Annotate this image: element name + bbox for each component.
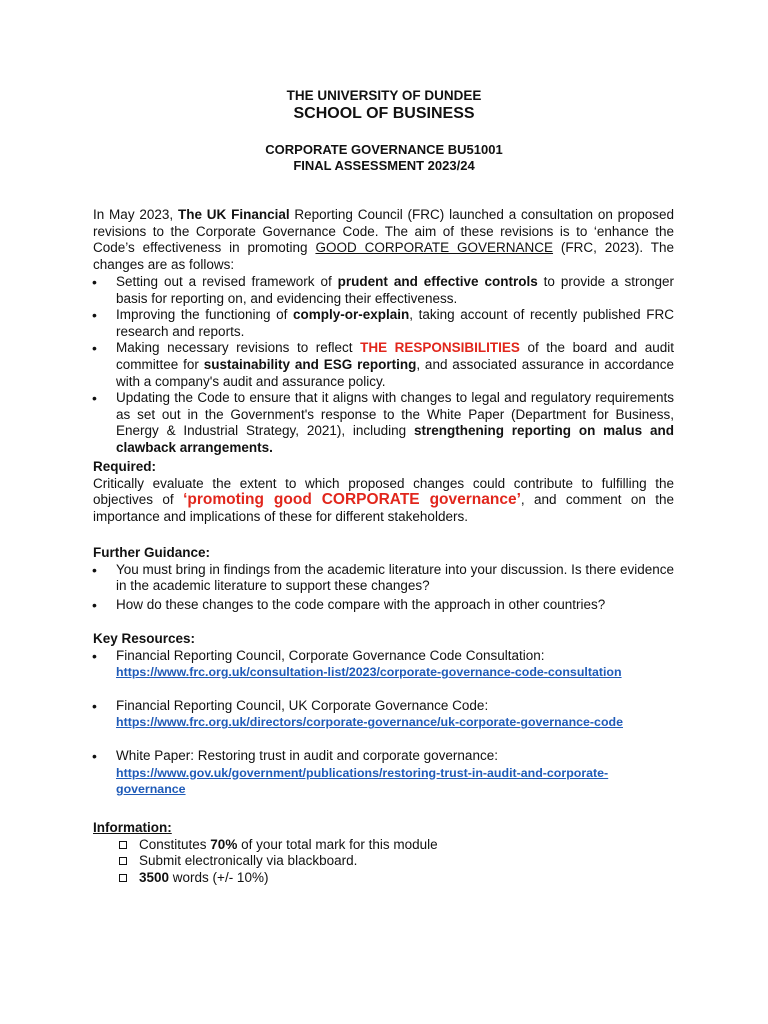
resource-item: • White Paper: Restoring trust in audit and corporate governance: https://www.gov.uk/government/publications/restoring-trust-in-audit-and-corporate-governance: [93, 748, 674, 798]
required-section: [93, 459, 674, 525]
square-bullet-icon: [119, 857, 127, 865]
required-heading: Required:: [93, 459, 157, 474]
resource-item: • Financial Reporting Council, UK Corporate Governance Code: https://www.frc.org.uk/directors/corporate-governance/uk-corporate-governance-code: [93, 698, 674, 731]
guidance-item: • How do these changes to the code compare with the approach in other countries?: [93, 597, 674, 614]
intro-paragraph: [93, 207, 674, 273]
required-text: Critically evaluate the extent to which proposed changes could contribute to fulfilling the objectives of ‘promoting good CORPORATE governance’, and comment on the importance and implications of these for different stakeholders.: [93, 475, 675, 524]
resources-section: [93, 631, 674, 798]
university-name: THE UNIVERSITY OF DUNDEE: [286, 88, 482, 103]
information-section: [93, 820, 674, 886]
square-bullet-icon: [119, 874, 127, 882]
module-title: CORPORATE GOVERNANCE BU51001: [265, 142, 503, 157]
square-bullet-icon: [119, 841, 127, 849]
school-name: SCHOOL OF BUSINESS: [293, 105, 475, 122]
change-item: • Setting out a revised framework of prudent and effective controls to provide a stronger basis for reporting on, and evidencing their effectiveness.: [93, 274, 674, 307]
intro-underline: GOOD CORPORATE GOVERNANCE: [315, 240, 554, 256]
guidance-item: • You must bring in findings from the academic literature into your discussion. Is there evidence in the academic literature to support these changes?: [93, 562, 674, 595]
resource-link[interactable]: https://www.frc.org.uk/directors/corporate-governance/uk-corporate-governance-code: [116, 715, 623, 730]
resource-item: • Financial Reporting Council, Corporate Governance Code Consultation: https://www.frc.org.uk/consultation-list/2023/corporate-governance-code-consultation: [93, 648, 674, 681]
assessment-title: FINAL ASSESSMENT 2023/24: [293, 158, 475, 173]
guidance-heading: Further Guidance:: [93, 545, 211, 560]
responsibilities-highlight: THE RESPONSIBILITIES: [360, 340, 520, 356]
resources-heading: Key Resources:: [93, 631, 196, 646]
information-item: Submit electronically via blackboard.: [117, 853, 674, 870]
information-item: Constitutes 70% of your total mark for this module: [117, 837, 674, 854]
intro-text-1: In May 2023,: [93, 207, 178, 222]
guidance-section: [93, 545, 674, 613]
intro-text-2: Reporting Council (FRC) launched a consultation on proposed revisions to the Corporate Governance Code. The aim of these revisions is to ‘enhance the Code’s effectiveness in promoting: [93, 207, 674, 256]
resource-link[interactable]: https://www.gov.uk/government/publications/restoring-trust-in-audit-and-corporate-governance: [116, 765, 609, 797]
change-item: • Making necessary revisions to reflect THE RESPONSIBILITIES of the board and audit committee for sustainability and ESG reporting, and associated assurance in accordance with a company's audit and assurance policy.: [93, 340, 674, 390]
objective-highlight: ‘promoting good CORPORATE governance’: [183, 491, 521, 509]
change-item: • Improving the functioning of comply-or-explain, taking account of recently published FRC research and reports.: [93, 307, 674, 340]
change-item: • Updating the Code to ensure that it aligns with changes to legal and regulatory requirements as set out in the Government's response to the White Paper (Department for Business, Energy & Industrial Strategy, 2021), including strengthening reporting on malus and clawback arrangements.: [93, 390, 674, 456]
intro-text-3: (FRC, 2023). The changes are as follows:: [93, 240, 675, 272]
information-heading: Information:: [93, 820, 172, 835]
information-item: 3500 words (+/- 10%): [117, 870, 674, 887]
resource-link[interactable]: https://www.frc.org.uk/consultation-list/2023/corporate-governance-code-consultation: [116, 665, 622, 680]
intro-bold: The UK Financial: [177, 207, 290, 222]
changes-list: [93, 274, 674, 457]
